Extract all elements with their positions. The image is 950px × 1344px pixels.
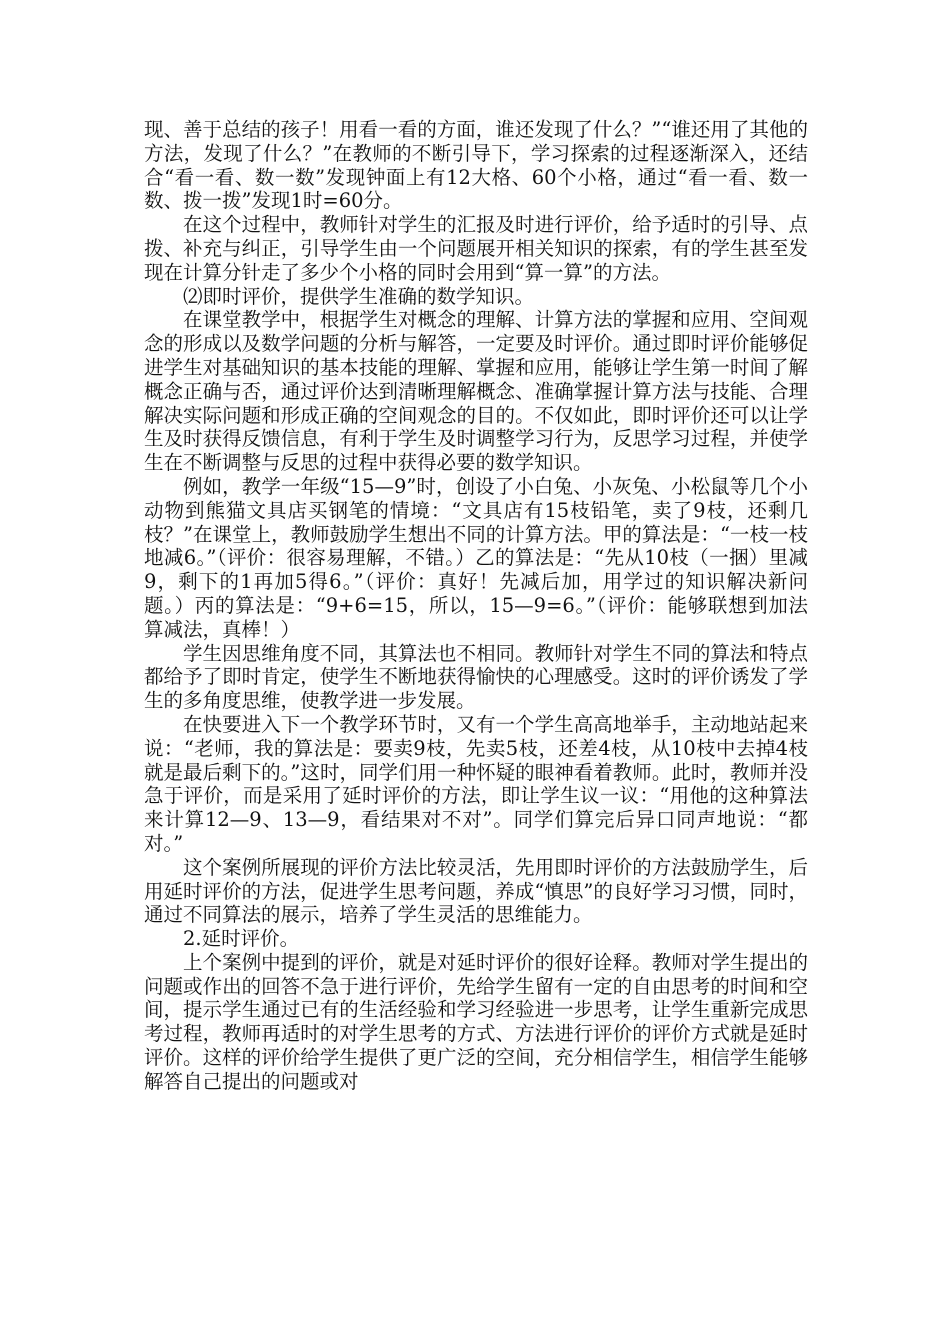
- paragraph-continuation: 现、善于总结的孩子！用看一看的方面，谁还发现了什么？”“谁还用了其他的方法，发现了什么？”在教师的不断引导下，学习探索的过程逐渐深入，还结合“看一看、数一数”发现钟面上有12大格、60个小格，通过“看一看、数一数、拨一拨”发现1时=60分。: [144, 118, 808, 213]
- paragraph-example-15-minus-9: 例如，教学一年级“15—9”时，创设了小白兔、小灰兔、小松鼠等几个小动物到熊猫文具店买钢笔的情境：“文具店有15枝铅笔，卖了9枝，还剩几枝？”在课堂上，教师鼓励学生想出不同的计算方法。甲的算法是：“一枝一枝地减6。”（评价：很容易理解，不错。）乙的算法是：“先从10枝（一捆）里减9，剩下的1再加5得6。”（评价：真好！先减后加，用学过的知识解决新问题。）丙的算法是：“9+6=15，所以，15—9=6。”（评价：能够联想到加法算减法，真棒！）: [144, 474, 808, 641]
- paragraph-thinking-angles: 学生因思维角度不同，其算法也不相同。教师针对学生不同的算法和特点都给予了即时肯定，使学生不断地获得愉快的心理感受。这时的评价诱发了学生的多角度思维，使教学进一步发展。: [144, 641, 808, 713]
- document-page: [144, 118, 808, 1094]
- section-heading-immediate-evaluation: ⑵即时评价，提供学生准确的数学知识。: [183, 284, 535, 308]
- paragraph-case-summary: 这个案例所展现的评价方法比较灵活，先用即时评价的方法鼓励学生，后用延时评价的方法，促进学生思考问题，养成“慎思”的良好学习习惯，同时，通过不同算法的展示，培养了学生灵活的思维能力。: [144, 855, 808, 927]
- paragraph-delayed-evaluation: 上个案例中提到的评价，就是对延时评价的很好诠释。教师对学生提出的问题或作出的回答不急于进行评价，先给学生留有一定的自由思考的时间和空间，提示学生通过已有的生活经验和学习经验进一步思考，让学生重新完成思考过程，教师再适时的对学生思考的方式、方法进行评价的评价方式就是延时评价。这样的评价给学生提供了更广泛的空间，充分相信学生，相信学生能够解答自己提出的问题或对: [144, 950, 808, 1093]
- paragraph-delayed-case: 在快要进入下一个教学环节时，又有一个学生高高地举手，主动地站起来说：“老师，我的算法是：要卖9枝，先卖5枝，还差4枝，从10枝中去掉4枝就是最后剩下的。”这时，同学们用一种怀疑的眼神看着教师。此时，教师并没急于评价，而是采用了延时评价的方法，即让学生议一议：“用他的这种算法来计算12—9、13—9，看结果对不对”。同学们算完后异口同声地说：“都对。”: [144, 712, 808, 855]
- paragraph-guidance: 在这个过程中，教师针对学生的汇报及时进行评价，给予适时的引导、点拨、补充与纠正，引导学生由一个问题展开相关知识的探索，有的学生甚至发现在计算分针走了多少个小格的同时会用到“算一算”的方法。: [144, 213, 808, 284]
- section-heading-delayed-evaluation: 2.延时评价。: [183, 927, 300, 951]
- paragraph-immediate-evaluation: 在课堂教学中，根据学生对概念的理解、计算方法的掌握和应用、空间观念的形成以及数学问题的分析与解答，一定要及时评价。通过即时评价能够促进学生对基础知识的基本技能的理解、掌握和应用，能够让学生第一时间了解概念正确与否，通过评价达到清晰理解概念、准确掌握计算方法与技能、合理解决实际问题和形成正确的空间观念的目的。不仅如此，即时评价还可以让学生及时获得反馈信息，有利于学生及时调整学习行为，反思学习过程，并使学生在不断调整与反思的过程中获得必要的数学知识。: [144, 308, 808, 475]
